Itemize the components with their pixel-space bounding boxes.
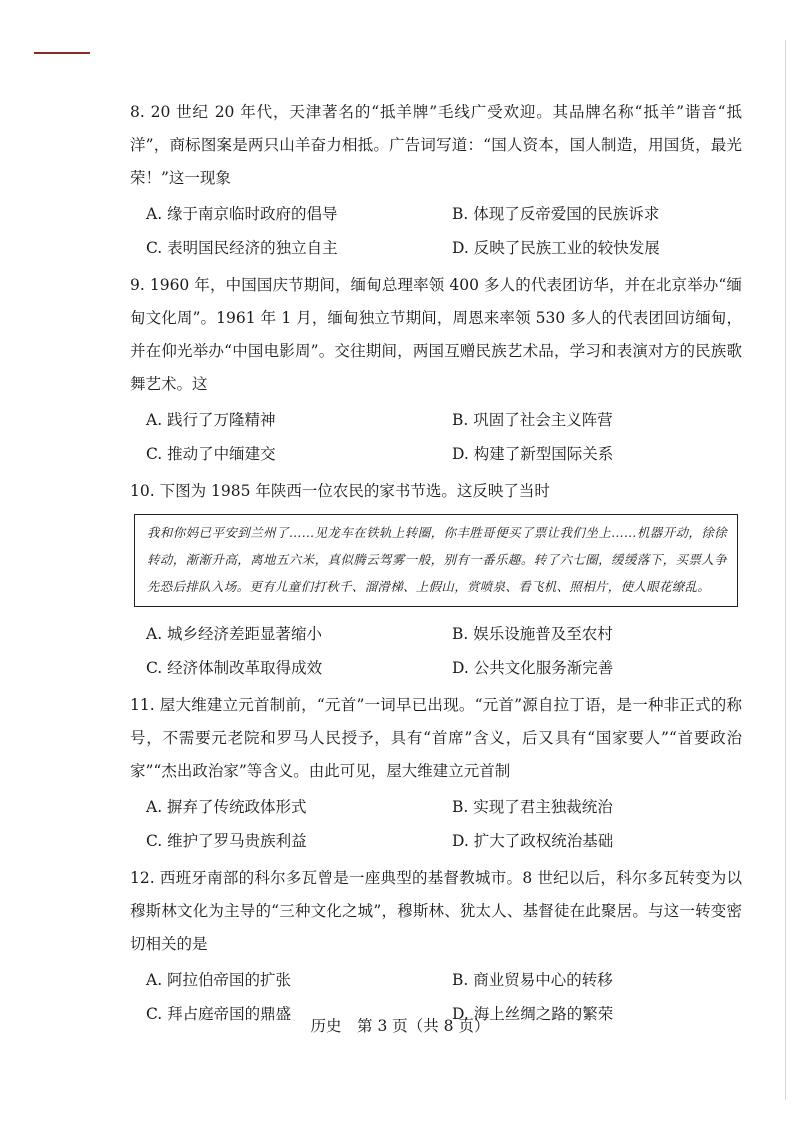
corner-mark	[34, 52, 90, 54]
family-letter-excerpt: 我和你妈已平安到兰州了……见龙车在铁轨上转圈，你丰胜哥便买了票让我们坐上……机器开动，徐徐转动，渐渐升高，离地五六米，真似腾云驾雾一般，别有一番乐趣。转了六七圈，缓缓落下，买票人争先恐后排队入场。更有儿童们打秋千、溜滑梯、上假山，赏喷泉、看飞机、照相片，使人眼花缭乱。	[134, 514, 738, 607]
question-8-option-a[interactable]: A. 缘于南京临时政府的倡导	[146, 205, 338, 223]
question-12-stem: 12. 西班牙南部的科尔多瓦曾是一座典型的基督教城市。8 世纪以后，科尔多瓦转变为以穆斯林文化为主导的“三种文化之城”，穆斯林、犹太人、基督徒在此聚居。与这一转变密切相关的是	[130, 869, 742, 953]
question-9	[130, 269, 742, 471]
question-12-option-a[interactable]: A. 阿拉伯帝国的扩张	[146, 971, 292, 989]
question-9-option-c[interactable]: C. 推动了中缅建交	[146, 445, 276, 463]
question-10-option-b[interactable]: B. 娱乐设施普及至农村	[452, 625, 613, 643]
question-11-option-a[interactable]: A. 摒弃了传统政体形式	[146, 798, 307, 816]
question-8-option-d[interactable]: D. 反映了民族工业的较快发展	[452, 239, 660, 257]
question-10-stem: 10. 下图为 1985 年陕西一位农民的家书节选。这反映了当时	[130, 482, 550, 500]
question-11-stem: 11. 屋大维建立元首制前，“元首”一词早已出现。“元首”源自拉丁语，是一种非正式的称号，不需要元老院和罗马人民授予，具有“首席”含义，后又具有“国家要人”“首要政治家”“杰出政治家”等含义。由此可见，屋大维建立元首制	[130, 696, 742, 780]
question-11-option-b[interactable]: B. 实现了君主独裁统治	[452, 798, 613, 816]
question-8-stem: 8. 20 世纪 20 年代，天津著名的“抵羊牌”毛线广受欢迎。其品牌名称“抵羊”谐音“抵洋”，商标图案是两只山羊奋力相抵。广告词写道：“国人资本，国人制造，用国货，最光荣！”这一现象	[130, 103, 742, 187]
exam-content	[130, 96, 742, 1035]
page-footer: 历史 第 3 页（共 8 页）	[310, 1017, 490, 1035]
question-8-option-c[interactable]: C. 表明国民经济的独立自主	[146, 239, 338, 257]
question-12-option-c[interactable]: C. 拜占庭帝国的鼎盛	[146, 1005, 292, 1023]
question-10-option-c[interactable]: C. 经济体制改革取得成效	[146, 659, 323, 677]
question-10-options	[130, 617, 742, 685]
question-10-option-a[interactable]: A. 城乡经济差距显著缩小	[146, 625, 323, 643]
question-11-options	[130, 790, 742, 858]
question-10-option-d[interactable]: D. 公共文化服务渐完善	[452, 659, 614, 677]
question-12	[130, 862, 742, 1031]
question-9-option-d[interactable]: D. 构建了新型国际关系	[452, 445, 614, 463]
question-8	[130, 96, 742, 265]
question-9-option-a[interactable]: A. 践行了万隆精神	[146, 411, 276, 429]
question-11	[130, 689, 742, 858]
question-12-option-b[interactable]: B. 商业贸易中心的转移	[452, 971, 613, 989]
question-11-option-c[interactable]: C. 维护了罗马贵族利益	[146, 832, 307, 850]
question-8-options	[130, 197, 742, 265]
question-12-option-d[interactable]: D. 海上丝绸之路的繁荣	[452, 1005, 614, 1023]
question-8-option-b[interactable]: B. 体现了反帝爱国的民族诉求	[452, 205, 660, 223]
question-9-stem: 9. 1960 年，中国国庆节期间，缅甸总理率领 400 多人的代表团访华，并在北京举办“缅甸文化周”。1961 年 1 月，缅甸独立节期间，周恩来率领 530 多人的代表团回访缅甸，并在仰光举办“中国电影周”。交往期间，两国互赠民族艺术品，学习和表演对方的民族歌舞艺术。这	[130, 276, 742, 393]
question-9-option-b[interactable]: B. 巩固了社会主义阵营	[452, 411, 613, 429]
question-10	[130, 475, 742, 685]
scan-edge-line	[785, 40, 786, 1100]
question-11-option-d[interactable]: D. 扩大了政权统治基础	[452, 832, 614, 850]
question-9-options	[130, 403, 742, 471]
